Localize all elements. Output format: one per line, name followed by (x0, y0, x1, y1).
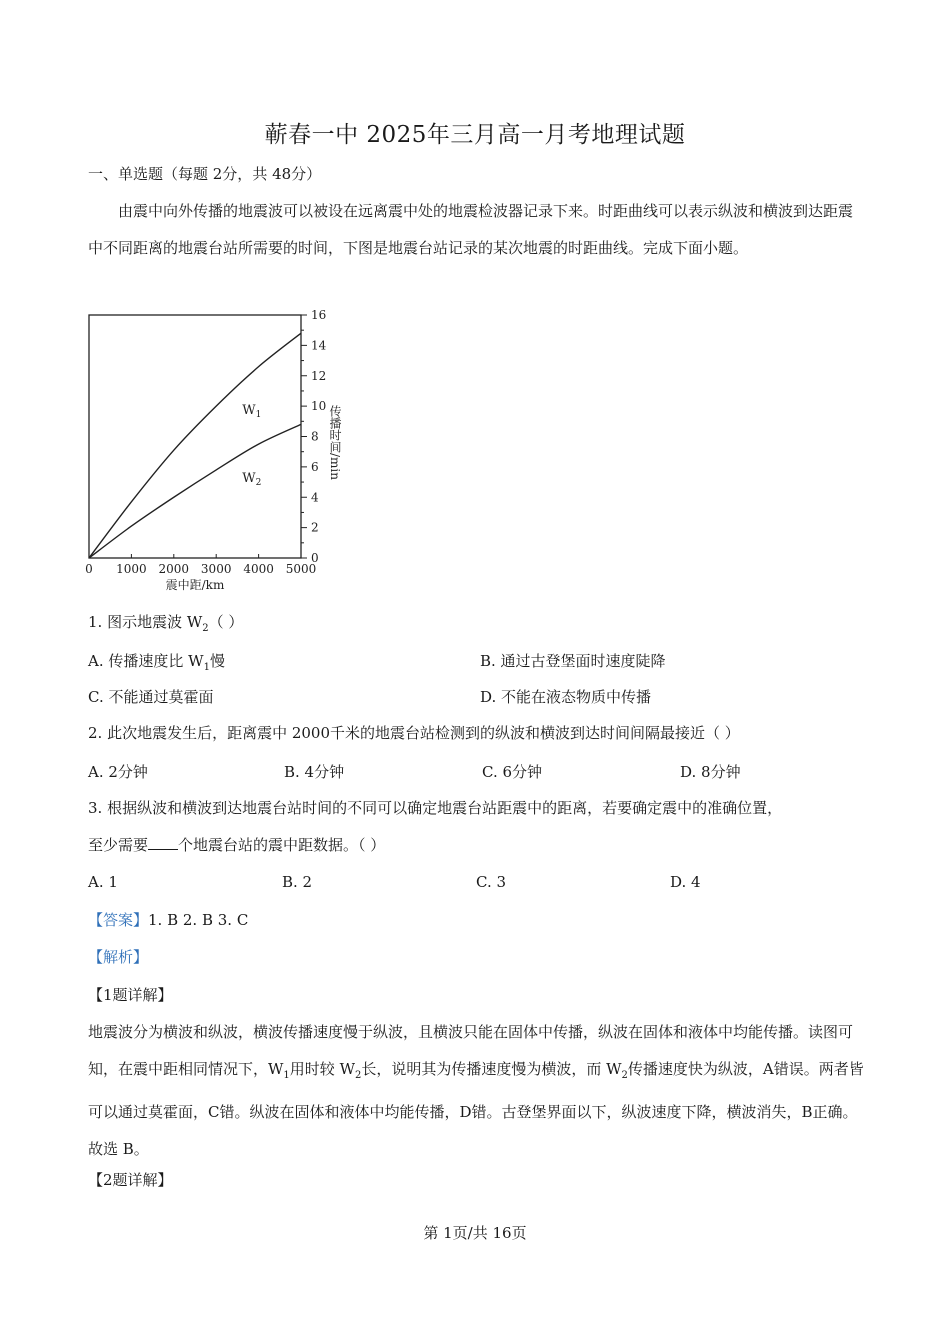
x-tick-label: 1000 (116, 562, 147, 576)
answer-blank[interactable] (148, 835, 178, 850)
y-tick-label: 10 (311, 399, 327, 414)
q1-option-a[interactable]: A. 传播速度比 $W_1$慢 (88, 652, 225, 673)
y-tick-label: 12 (311, 368, 327, 383)
q1-option-b[interactable]: B. 通过古登堡面时速度陡降 (480, 652, 666, 670)
detail2-heading: 【2题详解】 (88, 1171, 173, 1189)
x-tick-label: 2000 (158, 562, 190, 576)
answer-line (88, 910, 248, 930)
q1-option-d[interactable]: D. 不能在液态物质中传播 (480, 688, 652, 706)
q1-option-c[interactable]: C. 不能通过莫霍面 (88, 688, 214, 706)
q3-option-c[interactable]: C. 3 (476, 873, 507, 891)
x-tick-label: 3000 (200, 562, 232, 576)
q2-option-b[interactable]: B. 4分钟 (284, 763, 345, 781)
x-axis-label: 震中距/km (165, 578, 225, 592)
answer-label: 【答案】 (88, 911, 149, 929)
x-tick-label: 5000 (285, 562, 317, 576)
page-footer: 第 1页/共 16页 (423, 1224, 527, 1242)
answer-text: 1. B 2. B 3. C (148, 911, 249, 929)
x-tick-label: 4000 (243, 562, 274, 576)
series-line-w2 (89, 424, 301, 558)
x-tick-label: 0 (85, 562, 93, 576)
detail1-heading: 【1题详解】 (88, 986, 173, 1004)
y-tick-label: 8 (311, 429, 319, 444)
q3-option-b[interactable]: B. 2 (282, 873, 313, 891)
page-title: 蕲春一中 2025年三月高一月考地理试题 (264, 122, 686, 148)
q3-stem-line1: 3. 根据纵波和横波到达地震台站时间的不同可以确定地震台站距震中的距离，若要确定震中的准确位置， (88, 799, 783, 817)
q2-option-a[interactable]: A. 2分钟 (88, 763, 148, 781)
intro-paragraph: 由震中向外传播的地震波可以被设在远离震中处的地震检波器记录下来。时距曲线可以表示纵波和横波到达距震中不同距离的地震台站所需要的时间，下图是地震台站记录的某次地震的时距曲线。完成下面小题。 (88, 202, 854, 257)
series-line-w1 (89, 333, 301, 558)
y-tick-label: 6 (311, 459, 319, 474)
y-tick-label: 0 (311, 551, 319, 565)
detail1-paragraph: 地震波分为横波和纵波，横波传播速度慢于纵波，且横波只能在固体中传播，纵波在固体和液体中均能传播。读图可知，在震中距相同情况下，$W_1$用时较 $W_2$长，说明其为传播速度慢为横波，而 $W_2$传播速度快为纵波，A错误。两者皆可以通过莫霍面，C错。纵波在固体和液体中均能传播，D错。古登堡界面以下，纵波速度下降，横波消失，B正确。故选 B。 (88, 1023, 864, 1158)
y-tick-label: 14 (311, 338, 327, 353)
time-distance-chart (72, 306, 362, 596)
q3-option-d[interactable]: D. 4 (670, 873, 701, 891)
q3-option-a[interactable]: A. 1 (88, 873, 118, 891)
q2-stem: 2. 此次地震发生后，距离震中 2000千米的地震台站检测到的纵波和横波到达时间间隔最接近（ ） (88, 724, 740, 742)
section-heading: 一、单选题（每题 2分，共 48分） (88, 165, 322, 183)
analysis-label: 【解析】 (88, 948, 149, 966)
y-tick-label: 4 (311, 490, 319, 505)
q3-stem-line2: 至少需要 个地震台站的震中距数据。（ ） (88, 836, 386, 854)
q2-option-c[interactable]: C. 6分钟 (482, 763, 543, 781)
q2-option-d[interactable]: D. 8分钟 (680, 763, 741, 781)
y-axis-label: 传播时间/min (328, 405, 342, 480)
y-tick-label: 2 (311, 520, 319, 535)
q1-stem: 1. 图示地震波 $W_2$（ ） (88, 613, 244, 634)
plot-frame (89, 315, 301, 558)
y-tick-label: 16 (311, 308, 327, 322)
series-label-w1: $W_1$ (242, 403, 262, 421)
series-label-w2: $W_2$ (242, 470, 262, 488)
